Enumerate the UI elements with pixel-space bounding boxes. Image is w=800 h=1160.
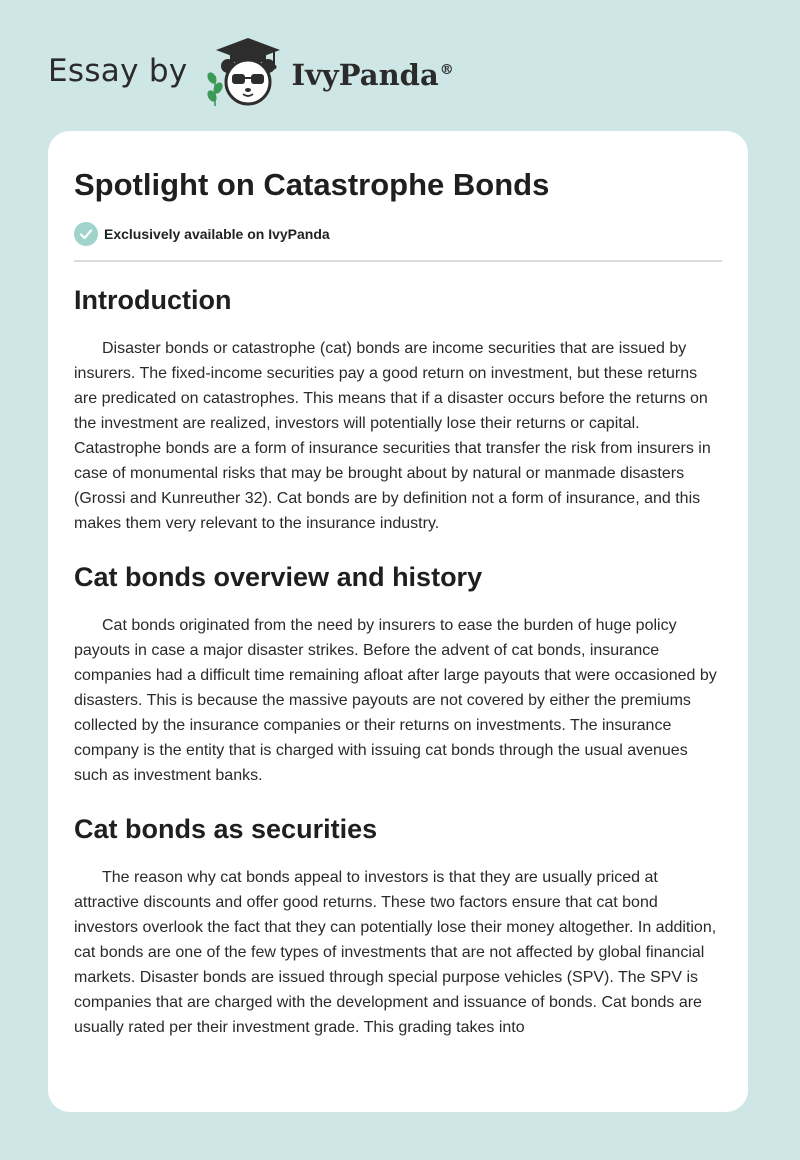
section-heading: Cat bonds overview and history <box>74 562 483 592</box>
essay-card <box>48 131 748 1112</box>
page-title: Spotlight on Catastrophe Bonds <box>74 167 550 202</box>
section-paragraph: The reason why cat bonds appeal to investors is that they are usually priced at attractive discounts and offer good returns. These two factors ensure that cat bond investors overlook the fact that they can potentially lose their money altogether. In addition, cat bonds are one of the few types of investments that are not affected by global financial markets. Disaster bonds are issued through special purpose vehicles (SPV). The SPV is companies that are charged with the development and issuance of bonds. Cat bonds are usually rated per their investment grade. This grading takes into <box>74 869 717 1036</box>
section-introduction <box>74 283 722 536</box>
registered-mark: ® <box>439 62 454 79</box>
title-divider <box>74 260 722 262</box>
brand-logo[interactable] <box>48 34 454 114</box>
panda-mascot-icon <box>202 36 286 112</box>
brand-prefix: Essay by <box>48 53 188 89</box>
section-overview-history <box>74 560 722 788</box>
brand-name: IvyPanda® <box>291 58 454 92</box>
exclusive-badge <box>74 221 722 247</box>
section-heading: Introduction <box>74 285 232 315</box>
section-paragraph: Disaster bonds or catastrophe (cat) bonds are income securities that are issued by insurers. The fixed-income securities pay a good return on investment, but these returns are predicated on catastrophes. This means that if a disaster occurs before the returns on the investment are realized, investors will potentially lose their returns or capital. Catastrophe bonds are a form of insurance securities that transfer the risk from insurers in case of monumental risks that may be brought about by natural or manmade disasters (Grossi and Kunreuther 32). Cat bonds are by definition not a form of insurance, and this makes them very relevant to the insurance industry. <box>74 340 711 532</box>
check-icon <box>74 222 98 246</box>
exclusive-badge-label: Exclusively available on IvyPanda <box>104 226 330 242</box>
section-paragraph: Cat bonds originated from the need by insurers to ease the burden of huge policy payouts in case a major disaster strikes. Before the advent of cat bonds, insurance companies had a difficult time remaining afloat after large payouts that were occasioned by disasters. This is because the massive payouts are not covered by either the premiums collected by the insurance companies or their returns on investments. The insurance company is the entity that is charged with issuing cat bonds through the usual avenues such as investment banks. <box>74 617 717 784</box>
section-heading: Cat bonds as securities <box>74 814 378 844</box>
section-securities <box>74 812 722 1040</box>
